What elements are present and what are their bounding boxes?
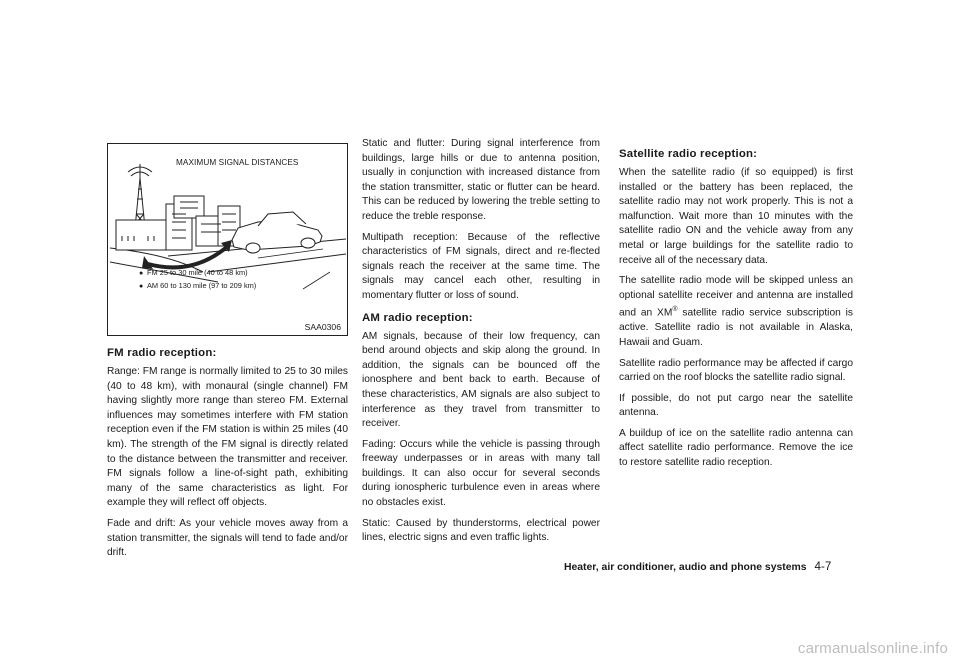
satellite-p5: A buildup of ice on the satellite radio antenna can affect satellite radio performance. Remove the ice to restore satellite radio reception. bbox=[619, 427, 853, 469]
figure-legend-item: ● AM 60 to 130 mile (97 to 209 km) bbox=[139, 280, 256, 293]
static-paragraph: Static: Caused by thunderstorms, electrical power lines, electric signs and even traffic lights. bbox=[362, 517, 600, 544]
watermark: carmanualsonline.info bbox=[797, 640, 948, 657]
figure-legend-item: ● FM 25 to 30 mile (40 to 48 km) bbox=[139, 267, 256, 280]
fm-range-paragraph: Range: FM range is normally limited to 25 to 30 miles (40 to 48 km), with monaural (single channel) FM having slightly more range than stereo FM. External influences may sometimes interfere with FM station reception even if the FM station is within 25 miles (40 km). The strength of the FM signal is directly related to the distance between the transmitter and receiver. FM signals follow a line-of-sight path, exhibiting many of the same characteristics as light. For example they will reflect off objects. bbox=[107, 366, 348, 509]
signal-distance-figure bbox=[107, 143, 348, 336]
satellite-heading: Satellite radio reception: bbox=[619, 148, 758, 160]
buildings-icon bbox=[116, 196, 240, 250]
satellite-section bbox=[619, 148, 853, 471]
figure-title: MAXIMUM SIGNAL DISTANCES bbox=[176, 158, 299, 167]
column-2 bbox=[362, 137, 600, 546]
bullet-icon: ● bbox=[139, 283, 144, 290]
fading-paragraph: Fading: Occurs while the vehicle is passing through freeway underpasses or in areas with many tall buildings. It can also occur for several seconds during ionospheric turbulence even in areas where no obstacles exist. bbox=[362, 438, 600, 509]
figure-legend bbox=[139, 267, 256, 293]
page-footer bbox=[564, 560, 864, 573]
satellite-p4: If possible, do not put cargo near the satellite antenna. bbox=[619, 392, 853, 419]
am-intro-paragraph: AM signals, because of their low frequency, can bend around objects and skip along the ground. In addition, the signals can be bounced off the ionosphere and bent back to earth. Because of these characteristics, AM signals are also subject to interference as they travel from transmitter to receiver. bbox=[362, 330, 600, 430]
footer-section-title: Heater, air conditioner, audio and phone systems bbox=[564, 562, 807, 573]
satellite-p2: The satellite radio mode will be skipped unless an optional satellite receiver and antenna are installed and an XM® satellite radio service subscription is active. Satellite radio is not available in Alaska, Hawaii and Guam. bbox=[619, 275, 853, 348]
figure-code: SAA0306 bbox=[304, 322, 341, 332]
am-heading: AM radio reception: bbox=[362, 311, 473, 324]
fm-heading: FM radio reception: bbox=[107, 347, 217, 359]
car-icon bbox=[232, 212, 322, 253]
fade-drift-paragraph: Fade and drift: As your vehicle moves away from a station transmitter, the signals will tend to fade and/or drift. bbox=[107, 517, 348, 559]
multipath-paragraph: Multipath reception: Because of the reflective characteristics of FM signals, direct and re-flected signals reach the receiver at the same time. The signals may cancel each other, resulting in momentary flutter or loss of sound. bbox=[362, 231, 600, 301]
static-flutter-paragraph: Static and flutter: During signal interference from buildings, large hills or due to antenna position, usually in conjunction with increased distance from the station transmitter, static or flutter can be heard. This can be reduced by lowering the treble setting to reduce the treble response. bbox=[362, 138, 600, 222]
satellite-p1: When the satellite radio (if so equipped) is first installed or the battery has been replaced, the satellite radio may not work properly. This is not a malfunction. Wait more than 10 minutes with the satellite radio ON and the vehicle away from any metal or large buildings for the satellite radio to receive all of the necessary data. bbox=[619, 167, 853, 266]
signal-distance-illustration bbox=[108, 144, 347, 335]
satellite-p3: Satellite radio performance may be affected if cargo carried on the roof blocks the satellite radio signal. bbox=[619, 357, 853, 384]
fm-section bbox=[107, 347, 348, 561]
page-number: 4-7 bbox=[814, 560, 832, 573]
bullet-icon: ● bbox=[139, 270, 144, 277]
